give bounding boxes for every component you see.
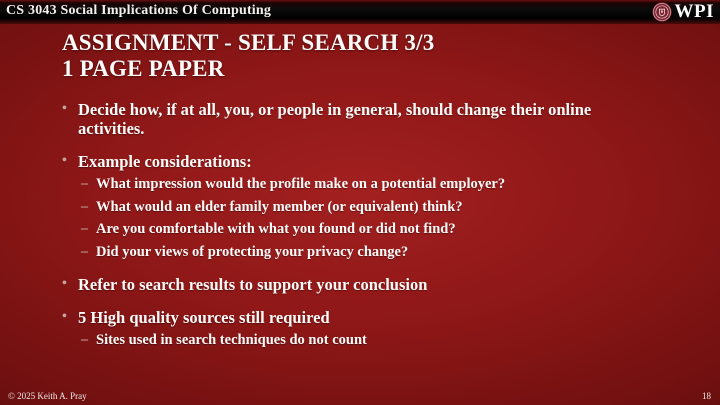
bullet-item	[62, 100, 627, 138]
sub-bullet-text: What impression would the profile make on a potential employer?	[96, 176, 506, 193]
slide-title-line1: ASSIGNMENT - SELF SEARCH 3/3	[62, 30, 435, 55]
slide-header-bar	[0, 0, 720, 24]
bullet-item	[62, 308, 627, 327]
bullet-marker-icon: •	[62, 153, 67, 169]
sub-bullet-item	[81, 199, 627, 216]
bullet-text: Decide how, if at all, you, or people in general, should change their online activities.	[78, 100, 592, 139]
dash-marker-icon: –	[81, 221, 88, 237]
sub-bullet-text: What would an elder family member (or equivalent) think?	[96, 198, 463, 215]
bullet-marker-icon: •	[62, 309, 67, 325]
dash-marker-icon: –	[81, 243, 88, 259]
bullet-text: Refer to search results to support your conclusion	[78, 274, 428, 294]
sub-bullet-item	[81, 244, 627, 261]
wpi-logo	[652, 2, 715, 23]
sub-bullet-item	[81, 221, 627, 238]
bullet-item	[62, 275, 627, 294]
wpi-logo-text: WPI	[674, 1, 714, 22]
course-title: CS 3043 Social Implications Of Computing	[6, 3, 272, 18]
slide-footer	[0, 387, 720, 405]
dash-marker-icon: –	[81, 198, 88, 214]
dash-marker-icon: –	[81, 176, 88, 192]
slide-title-line2: 1 PAGE PAPER	[62, 56, 225, 82]
copyright-text: © 2025 Keith A. Pray	[8, 391, 87, 401]
slide-title	[62, 30, 642, 82]
page-number: 18	[702, 391, 711, 401]
sub-bullet-text: Are you comfortable with what you found or did not find?	[96, 221, 456, 238]
bullet-text: Example considerations:	[78, 152, 252, 172]
bullet-list	[62, 100, 627, 350]
sub-bullet-item	[81, 332, 627, 349]
bullet-marker-icon: •	[62, 275, 67, 291]
sub-bullet-item	[81, 176, 627, 193]
bullet-text: 5 High quality sources still required	[78, 308, 330, 328]
wpi-seal-icon	[652, 2, 672, 22]
bullet-item	[62, 152, 627, 171]
sub-bullet-text: Sites used in search techniques do not count	[96, 332, 367, 349]
sub-bullet-text: Did your views of protecting your privacy change?	[96, 243, 409, 260]
dash-marker-icon: –	[81, 332, 88, 348]
bullet-marker-icon: •	[62, 101, 67, 116]
